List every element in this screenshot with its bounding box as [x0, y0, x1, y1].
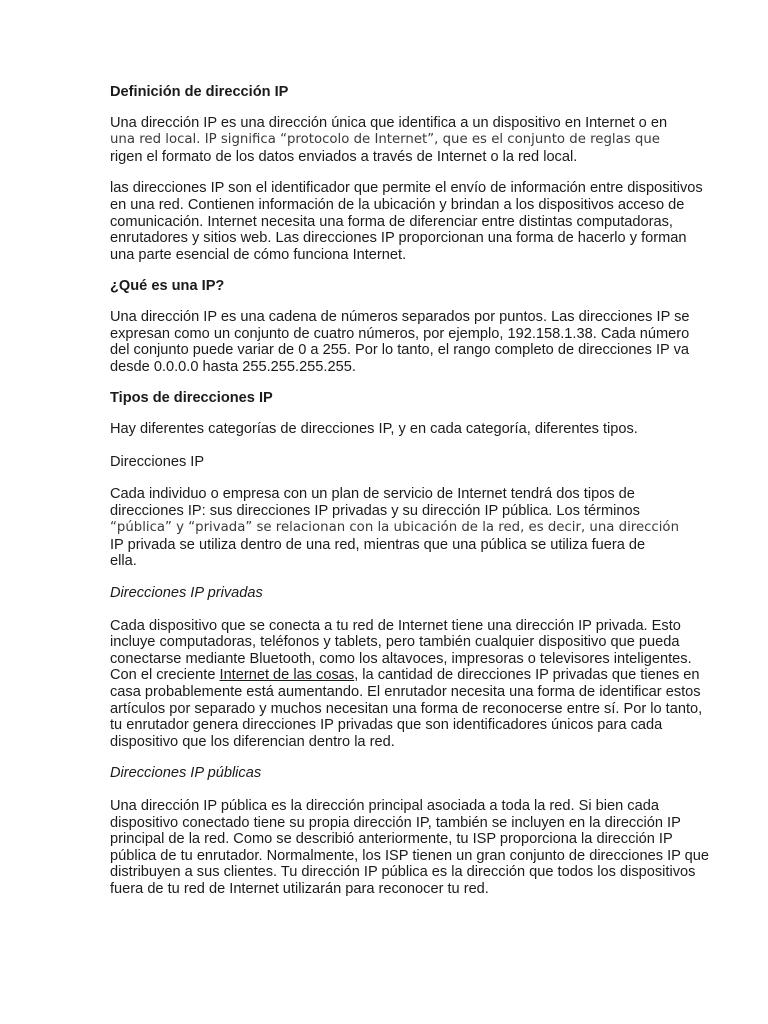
paragraph-cadena-numeros: Una dirección IP es una cadena de números separados por puntos. Las direcciones IP se expresan como un conjunto de cuatro números, por ejemplo, 192.158.1.38. Cada número del conjunto puede variar de 0 a 255. Por lo tanto, el rango completo de direcciones IP va desde 0.0.0.0 hasta 255.255.255.255.	[110, 308, 690, 375]
heading-que-es-ip: ¿Qué es una IP?	[110, 278, 225, 295]
paragraph-definicion-line-3: rigen el formato de los datos enviados a través de Internet o la red local.	[110, 148, 578, 165]
heading-tipos: Tipos de direcciones IP	[110, 390, 273, 407]
paragraph-direcciones-ip: Direcciones IP	[110, 453, 205, 470]
subheading-publicas: Direcciones IP públicas	[110, 765, 262, 782]
paragraph-dos-tipos	[110, 486, 710, 570]
paragraph-definicion	[110, 115, 710, 166]
paragraph-privadas	[110, 618, 710, 751]
subheading-privadas: Direcciones IP privadas	[110, 585, 263, 602]
internet-de-las-cosas-link[interactable]: Internet de las cosas	[219, 667, 355, 684]
paragraph-identificador: las direcciones IP son el identificador que permite el envío de información entre dispositivos en una red. Contienen información de la ubicación y brindan a los dispositivos acceso de comunicación. Internet necesita una forma de diferenciar entre distintas computadoras, enrutadores y sitios web. Las direcciones IP proporcionan una forma de hacerlo y forman una parte esencial de cómo funciona Internet.	[110, 180, 703, 263]
paragraph-dos-tipos-line-1: Cada individuo o empresa con un plan de servicio de Internet tendrá dos tipos de	[110, 486, 635, 503]
document-body	[110, 84, 710, 913]
paragraph-publicas: Una dirección IP pública es la dirección principal asociada a toda la red. Si bien cada dispositivo conectado tiene su propia dirección IP, también se incluyen en la dirección IP principal de la red. Como se describió anteriormente, tu ISP proporciona la dirección IP pública de tu enrutador. Normalmente, los ISP tienen un gran conjunto de direcciones IP que distribuyen a sus clientes. Tu dirección IP pública es la dirección que todos los dispositivos fuera de tu red de Internet utilizarán para reconocer tu red.	[110, 798, 709, 897]
paragraph-privadas-text-a: Cada dispositivo que se conecta a tu red de Internet tiene una dirección IP privada. Esto incluye computadoras, teléfonos y tablets, pero también cualquier dispositivo que pueda conectarse mediante Bluetooth, como los altavoces, impresoras o televisores inteligentes. Con el creciente	[110, 617, 692, 684]
paragraph-categorias: Hay diferentes categorías de direcciones IP, y en cada categoría, diferentes tipos.	[110, 420, 638, 437]
paragraph-dos-tipos-line-3: “pública” y “privada” se relacionan con la ubicación de la red, es decir, una dirección	[110, 520, 679, 536]
paragraph-dos-tipos-line-5: ella.	[110, 553, 137, 570]
paragraph-dos-tipos-line-2: direcciones IP: sus direcciones IP privadas y su dirección IP pública. Los términos	[110, 502, 640, 519]
paragraph-dos-tipos-line-4: IP privada se utiliza dentro de una red, mientras que una pública se utiliza fuera de	[110, 536, 646, 553]
paragraph-definicion-line-2: una red local. IP significa “protocolo de Internet”, que es el conjunto de reglas que	[110, 132, 660, 148]
paragraph-privadas-text-b: , la cantidad de direcciones IP privadas que tienes en casa probablemente está aumentando. El enrutador necesita una forma de identificar estos artículos por separado y muchos necesitan una forma de reconocerse entre sí. Por lo tanto, tu enrutador genera direcciones IP privadas que son identificadores únicos para cada dispositivo que los diferencian dentro la red.	[110, 667, 703, 750]
heading-definicion: Definición de dirección IP	[110, 84, 289, 100]
paragraph-definicion-line-1: Una dirección IP es una dirección única que identifica a un dispositivo en Internet o en	[110, 114, 668, 131]
